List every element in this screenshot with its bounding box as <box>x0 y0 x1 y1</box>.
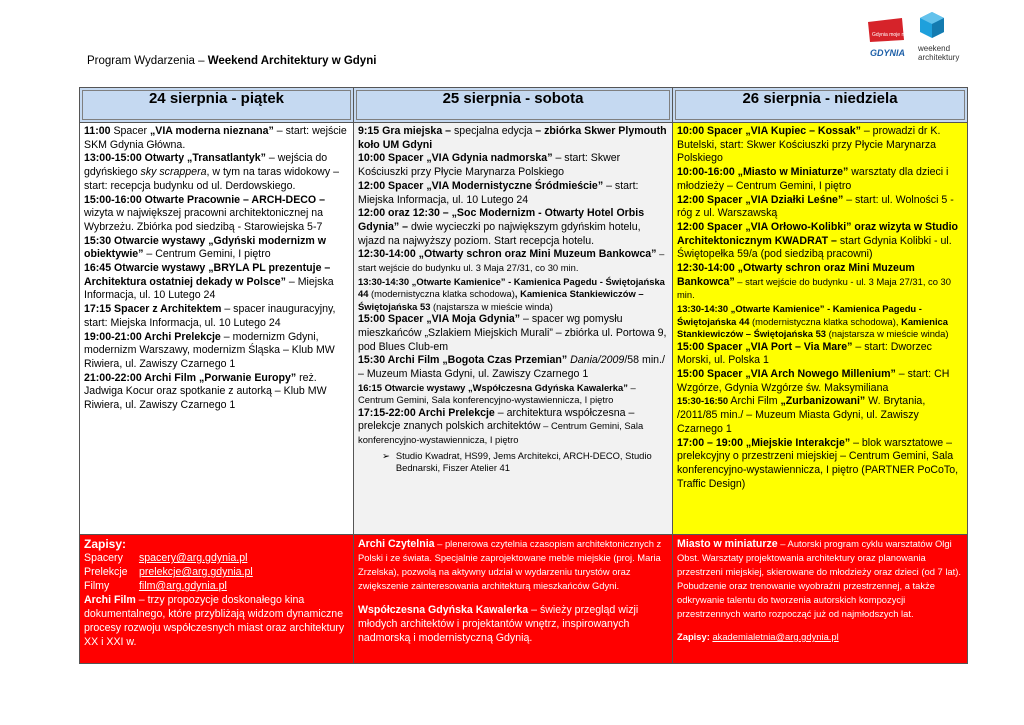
document-title: Program Wydarzenia – Weekend Architektury w Gdyni <box>87 55 377 67</box>
archi-film-description: Archi Film – trzy propozycje doskonałego kina dokumentalnego, które przybliżają widzom dynamiczne procesy rozwoju współczesnych miast oraz architektury XX i XXI w. <box>84 594 345 648</box>
column-header-sunday: 26 sierpnia - niedziela <box>673 88 968 123</box>
footer-row <box>80 535 968 664</box>
event-item: 15:00 Spacer „VIA Arch Nowego Millenium” – start: CH Wzgórze, Gdynia Wzgórze św. Maksymiliana <box>677 368 950 394</box>
event-item: 17:15 Spacer z Architektem – spacer inauguracyjny, start: Miejska Informacja, ul. 10 Lutego 24 <box>84 303 336 329</box>
event-item: 12:00 Spacer „VIA Orłowo-Kolibki” oraz wizyta w Studio Architektonicznym KWADRAT – start Gdynia Kolibki - ul. Świętopełka 59/a (pod siedzibą pracowni) <box>677 220 958 261</box>
svg-text:GDYNIA: GDYNIA <box>870 48 906 58</box>
logos <box>866 10 966 64</box>
event-item: 17:00 – 19:00 „Miejskie Interakcje” – blok warsztatowe – prelekcyjny o przestrzeni miejskiej – Centrum Gemini, Sala konferencyjno-wystawiennicza, I piętro (PARTNER PoCoTo, Traffic Design) <box>677 436 959 490</box>
event-item: 13:00-15:00 Otwarty „Transatlantyk” – wejścia do gdyńskiego sky scrappera, w tym na taras widokowy – start: recepcja budynku od ul. Derdowskiego. <box>84 152 339 192</box>
email-link-film[interactable]: film@arg.gdynia.pl <box>138 580 227 592</box>
friday-schedule <box>80 123 354 535</box>
event-item: 15:30 Archi Film „Bogota Czas Przemian” Dania/2009/58 min./ – Muzeum Miasta Gdyni, ul. Zawiszy Czarnego 1 <box>358 354 665 381</box>
event-item: 16:15 Otwarcie wystawy „Współczesna Gdyńska Kawalerka” – Centrum Gemini, Sala konferencyjno-wystawiennicza, I piętro <box>358 381 636 406</box>
event-item: 12:30-14:00 „Otwarty schron oraz Mini Muzeum Bankowca” – start wejście do budynku - ul. 3 Maja 27/31, co 30 min. <box>677 262 951 301</box>
footer-registration: Zapisy: Spacery spacery@arg.gdynia.pl Prelekcje prelekcje@arg.gdynia.pl Filmy film@arg.gdynia.pl Archi Film – trzy propozycje doskonałego kina dokumentalnego, które przybliżają widzom dynamiczne procesy rozwoju współczesnych miast oraz architektury XX i XXI w. <box>80 535 354 664</box>
event-item: 15:00-16:00 Otwarte Pracownie – ARCH-DECO – wizyta w największej pracowni architektonicznej na Wybrzeżu. Zbiórka pod siedzibą - Starowiejska 5-7 <box>84 193 325 233</box>
event-item: 12:30-14:00 „Otwarty schron oraz Mini Muzeum Bankowca” – start wejście do budynku ul. 3 Maja 27/31, co 30 min. <box>358 248 665 274</box>
arrow-bullet-icon: ➢ <box>382 449 390 461</box>
event-item: 12:00 Spacer „VIA Działki Leśne” – start: ul. Wolności 5 - róg z ul. Warszawską <box>677 193 954 220</box>
table-header-row <box>80 88 968 123</box>
event-item: 13:30-14:30 „Otwarte Kamienice” - Kamienica Pagedu - Świętojańska 44 (modernistyczna klatka schodowa), Kamienica Stankiewiczów – Świętojańska 53 (najstarsza w mieście winda) <box>677 303 949 340</box>
saturday-schedule <box>354 123 673 535</box>
event-item: 11:00 Spacer „VIA moderna nieznana” – start: wejście SKM Gdynia Główna. <box>84 125 347 151</box>
event-item: 10:00 Spacer „VIA Gdynia nadmorska” – start: Skwer Kościuszki przy Płycie Marynarza Polskiego <box>358 152 621 179</box>
column-header-friday: 24 sierpnia - piątek <box>80 88 354 123</box>
event-item: 19:00-21:00 Archi Prelekcje – modernizm Gdyni, modernizm Warszawy, modernizm Śląska – Klub MW Riwiera, ul. Zawiszy Czarnego 1 <box>84 330 335 370</box>
svg-text:architektury: architektury <box>918 53 960 62</box>
schedule-row <box>80 123 968 535</box>
registration-title: Zapisy: <box>84 537 127 551</box>
event-item: 10:00 Spacer „VIA Kupiec – Kossak” – prowadzi dr K. Butelski, start: Skwer Kościuszki przy Płycie Marynarza Polskiego <box>677 125 941 165</box>
event-item: 10:00-16:00 „Miasto w Miniaturze” warsztaty dla dzieci i młodzieży – Centrum Gemini, I piętro <box>677 166 949 192</box>
email-link-akademia[interactable]: akademialetnia@arg.gdynia.pl <box>712 631 839 642</box>
event-item: 15:30-16:50 Archi Film „Zurbanizowani” W. Brytania, /2011/85 min./ – Muzeum Miasta Gdyni, ul. Zawiszy Czarnego 1 <box>677 395 926 435</box>
event-item: 15:00 Spacer „VIA Port – Via Mare” – start: Dworzec Morski, ul. Polska 1 <box>677 340 932 367</box>
event-item: 17:15-22:00 Archi Prelekcje – architektura współczesna – prelekcje znanych polskich architektów – Centrum Gemini, Sala konferencyjno-wystawiennicza, I piętro <box>358 406 644 446</box>
miniatura-description: Miasto w miniaturze – Autorski program cyklu warsztatów Olgi Obst. Warsztaty projektowania architektury oraz planowania przestrzeni miejskiej, skierowane do młodzieży oraz dzieci (od 7 lat). Pobudzenie oraz trenowanie wyobraźni przestrzennej, a także odkrywanie talentu do tworzenia autorskich kompozycji przestrzennych warto rozpocząć już od najmłodszych lat. <box>677 538 961 619</box>
event-item: 21:00-22:00 Archi Film „Porwanie Europy” reż. Jadwiga Kocur oraz spotkanie z autorką – Klub MW Riwiera, ul. Zawiszy Czarnego 1 <box>84 371 327 412</box>
svg-text:Gdynia moje miasto: Gdynia moje miasto <box>872 32 917 38</box>
program-table <box>79 87 968 664</box>
sunday-schedule <box>673 123 968 535</box>
gdynia-logo <box>866 10 966 64</box>
svg-text:weekend: weekend <box>918 44 951 53</box>
studio-list-item: ➢ Studio Kwadrat, HS99, Jems Architekci, ARCH-DECO, Studio Bednarski, Fiszer Atelier 41 <box>382 449 652 474</box>
event-item: 12:00 oraz 12:30 – „Soc Modernizm - Otwarty Hotel Orbis Gdynia” – dwie wycieczki po największym gdyńskim hotelu, wjazd na najwyższy poziom. Start recepcja hotelu. <box>358 207 645 247</box>
footer-miasto-w-miniaturze: Miasto w miniaturze – Autorski program cyklu warsztatów Olgi Obst. Warsztaty projektowania architektury oraz planowania przestrzeni miejskiej, skierowane do młodzieży oraz dzieci (od 7 lat). Pobudzenie oraz trenowanie wyobraźni przestrzennej, a także odkrywanie talentu do tworzenia autorskich kompozycji przestrzennych warto rozpocząć już od najmłodszych lat. Zapisy: akademialetnia@arg.gdynia.pl <box>673 535 968 664</box>
kawalerka-description: Współczesna Gdyńska Kawalerka – świeży przegląd wizji młodych architektów i projektantów wnętrz, inspirowanych nadmorską i modernistyczną Gdynią. <box>358 604 639 644</box>
event-item: 16:45 Otwarcie wystawy „BRYLA PL prezentuje – Architektura ostatniej dekady w Polsce” – Miejska Informacja, ul. 10 Lutego 24 <box>84 262 334 302</box>
column-header-saturday: 25 sierpnia - sobota <box>354 88 673 123</box>
czytelnia-description: Archi Czytelnia – plenerowa czytelnia czasopism architektonicznych z Polski i ze świata. Specjalnie zaprojektowane meble miejskie (proj. Maria Zrzelska), pozwolą na aktywny udział w wydarzeniu turystów oraz zwiększenie zainteresowania architekturą mieszkańców Gdyni. <box>358 538 662 591</box>
email-link-spacery[interactable]: spacery@arg.gdynia.pl <box>138 552 248 564</box>
event-item: 15:00 Spacer „VIA Moja Gdynia” – spacer wg pomysłu mieszkańców „Szlakiem Miejskich Murali” – zbiórka ul. Portowa 9, pod Blues Club-em <box>358 313 667 353</box>
event-item: 13:30-14:30 „Otwarte Kamienice” - Kamienica Pagedu - Świętojańska 44 (modernistyczna klatka schodowa), Kamienica Stankiewiczów – Świętojańska 53 (najstarsza w mieście winda) <box>358 275 665 312</box>
event-item: 12:00 Spacer „VIA Modernistyczne Śródmieście” – start: Miejska Informacja, ul. 10 Lutego 24 <box>358 179 639 206</box>
footer-archi-czytelnia <box>354 535 673 664</box>
email-link-prelekcje[interactable]: prelekcje@arg.gdynia.pl <box>138 566 253 578</box>
event-item: 9:15 Gra miejska – specjalna edycja – zbiórka Skwer Plymouth koło UM Gdyni <box>358 125 667 151</box>
event-item: 15:30 Otwarcie wystawy „Gdyński modernizm w obiektywie” – Centrum Gemini, I piętro <box>84 234 326 261</box>
